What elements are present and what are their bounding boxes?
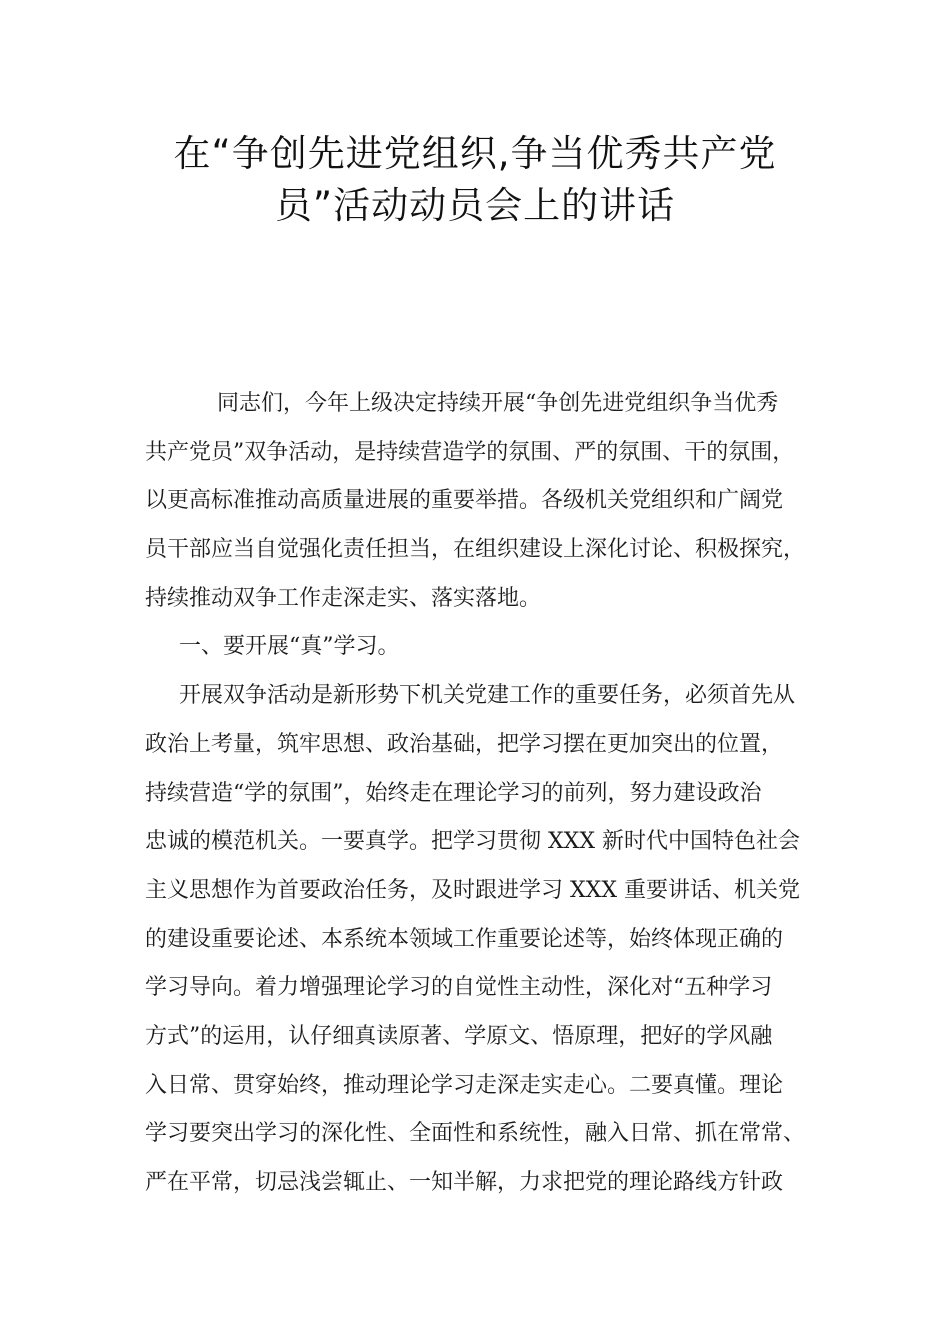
title-line-1: 在“争创先进党组织,争当优秀共产党	[173, 132, 777, 175]
title-line-2: 员”活动动员会上的讲话	[274, 184, 676, 227]
document-title	[0, 128, 950, 232]
paragraph-2-line-4: 忠诚的模范机关。一要真学。把学习贯彻 XXX 新时代中国特色社会	[145, 829, 800, 855]
paragraph-2-line-9: 入日常、贯穿始终，推动理论学习走深走实走心。二要真懂。理论	[145, 1072, 784, 1098]
paragraph-2-line-7: 学习导向。着力增强理论学习的自觉性主动性，深化对“五种学习	[145, 975, 773, 1001]
paragraph-1-line-4: 员干部应当自觉强化责任担当，在组织建设上深化讨论、积极探究，	[145, 537, 806, 563]
paragraph-2-line-6: 的建设重要论述、本系统本领域工作重要论述等，始终体现正确的	[145, 926, 784, 952]
paragraph-2-line-2: 政治上考量，筑牢思想、政治基础，把学习摆在更加突出的位置，	[145, 731, 784, 757]
paragraph-2-line-11: 严在平常，切忌浅尝辄止、一知半解，力求把党的理论路线方针政	[145, 1170, 784, 1195]
paragraph-2-line-3: 持续营造“学的氛围”，始终走在理论学习的前列，努力建设政治	[145, 780, 762, 806]
paragraph-1-line-5: 持续推动双争工作走深走实、落实落地。	[145, 585, 542, 611]
paragraph-2-line-5: 主义思想作为首要政治任务，及时跟进学习 XXX 重要讲话、机关党	[145, 877, 800, 903]
paragraph-1-line-2: 共产党员”双争活动，是持续营造学的氛围、严的氛围、干的氛围，	[145, 439, 795, 465]
document-body	[145, 380, 825, 1208]
paragraph-2-line-8: 方式”的运用，认仔细真读原著、学原文、悟原理，把好的学风融	[145, 1023, 773, 1049]
paragraph-2-line-10: 学习要突出学习的深化性、全面性和系统性，融入日常、抓在常常、	[145, 1121, 806, 1147]
paragraph-2-line-1: 开展双争活动是新形势下机关党建工作的重要任务，必须首先从	[179, 683, 796, 709]
paragraph-1-line-3: 以更高标准推动高质量进展的重要举措。各级机关党组织和广阔党	[145, 488, 784, 514]
section-heading-1: 一、要开展“真”学习。	[179, 634, 400, 660]
paragraph-1-line-1: 同志们，今年上级决定持续开展“争创先进党组织争当优秀	[217, 391, 779, 416]
